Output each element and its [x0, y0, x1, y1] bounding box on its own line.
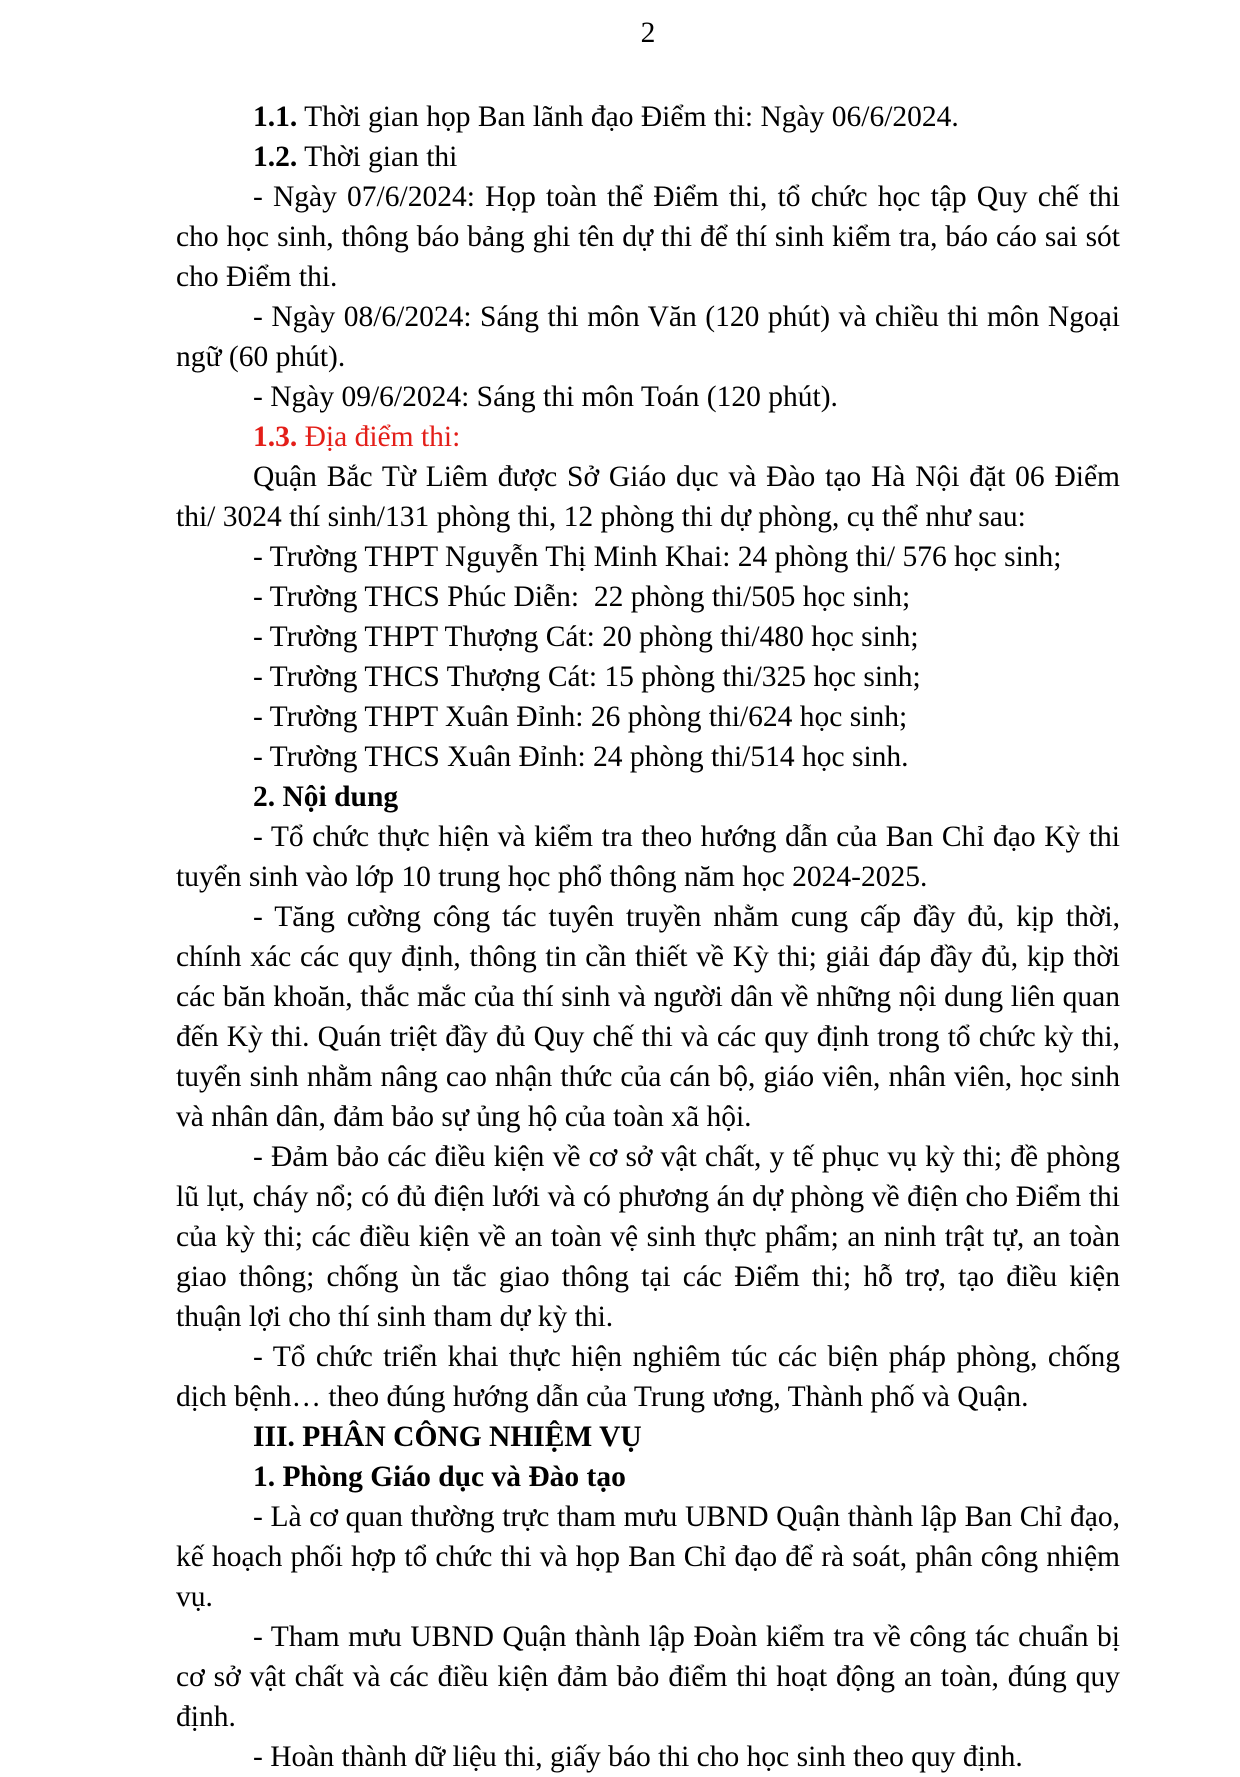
para-site-thpt-xuan-dinh: - Trường THPT Xuân Đỉnh: 26 phòng thi/624 học sinh;	[253, 701, 908, 733]
para-pgd-task-standing-agency: - Là cơ quan thường trực tham mưu UBND Quận thành lập Ban Chỉ đạo, kế hoạch phối hợp tổ chức thi và họp Ban Chỉ đạo để rà soát, phân công nhiệm vụ.	[176, 1501, 1120, 1613]
section-1-2-text: Thời gian thi	[297, 141, 458, 173]
section-1-2-number: 1.2.	[253, 141, 298, 173]
para-content-facilities: - Đảm bảo các điều kiện về cơ sở vật chất, y tế phục vụ kỳ thi; đề phòng lũ lụt, cháy nổ; có đủ điện lưới và có phương án dự phòng về điện cho Điểm thi của kỳ thi; các điều kiện về an toàn vệ sinh thực phẩm; an ninh trật tự, an toàn giao thông; chống ùn tắc giao thông tại các Điểm thi; hỗ trợ, tạo điều kiện thuận lợi cho thí sinh tham dự kỳ thi.	[176, 1141, 1120, 1333]
para-exam-day-09-06: - Ngày 09/6/2024: Sáng thi môn Toán (120 phút).	[253, 381, 838, 413]
para-content-implementation: - Tổ chức thực hiện và kiểm tra theo hướng dẫn của Ban Chỉ đạo Kỳ thi tuyển sinh vào lớp 10 trung học phổ thông năm học 2024-2025.	[176, 821, 1120, 893]
section-1-3-number: 1.3.	[253, 421, 298, 453]
para-exam-day-08-06: - Ngày 08/6/2024: Sáng thi môn Văn (120 phút) và chiều thi môn Ngoại ngữ (60 phút).	[176, 301, 1120, 373]
section-2-heading: 2. Nội dung	[253, 781, 399, 813]
document-body	[176, 97, 1120, 1777]
para-site-thpt-thuong-cat: - Trường THPT Thượng Cát: 20 phòng thi/480 học sinh;	[253, 621, 919, 653]
para-site-thpt-nguyen-thi-minh-khai: - Trường THPT Nguyễn Thị Minh Khai: 24 phòng thi/ 576 học sinh;	[253, 541, 1062, 573]
para-site-thcs-xuan-dinh: - Trường THCS Xuân Đỉnh: 24 phòng thi/514 học sinh.	[253, 741, 909, 773]
document-page	[0, 13, 1240, 1773]
section-1-1-text: Thời gian họp Ban lãnh đạo Điểm thi: Ngày 06/6/2024.	[297, 101, 959, 133]
section-iii-1-heading: 1. Phòng Giáo dục và Đào tạo	[253, 1461, 626, 1493]
para-site-thcs-thuong-cat: - Trường THCS Thượng Cát: 15 phòng thi/325 học sinh;	[253, 661, 921, 693]
para-pgd-task-inspection-team: - Tham mưu UBND Quận thành lập Đoàn kiểm tra về công tác chuẩn bị cơ sở vật chất và các điều kiện đảm bảo điểm thi hoạt động an toàn, đúng quy định.	[176, 1621, 1120, 1733]
para-exam-day-07-06: - Ngày 07/6/2024: Họp toàn thể Điểm thi, tổ chức học tập Quy chế thi cho học sinh, thông báo bảng ghi tên dự thi để thí sinh kiểm tra, báo cáo sai sót cho Điểm thi.	[176, 181, 1120, 293]
section-1-3-text: Địa điểm thi:	[297, 421, 461, 453]
section-1-1-number: 1.1.	[253, 101, 298, 133]
section-iii-heading: III. PHÂN CÔNG NHIỆM VỤ	[253, 1421, 642, 1453]
para-pgd-task-exam-data: - Hoàn thành dữ liệu thi, giấy báo thi cho học sinh theo quy định.	[253, 1741, 1023, 1773]
para-content-propaganda: - Tăng cường công tác tuyên truyền nhằm cung cấp đầy đủ, kịp thời, chính xác các quy định, thông tin cần thiết về Kỳ thi; giải đáp đầy đủ, kịp thời các băn khoăn, thắc mắc của thí sinh và người dân về những nội dung liên quan đến Kỳ thi. Quán triệt đầy đủ Quy chế thi và các quy định trong tổ chức kỳ thi, tuyển sinh nhằm nâng cao nhận thức của cán bộ, giáo viên, nhân viên, học sinh và nhân dân, đảm bảo sự ủng hộ của toàn xã hội.	[176, 901, 1120, 1133]
section-1-2-heading	[176, 137, 1120, 177]
section-1-1-heading	[176, 97, 1120, 137]
para-site-thcs-phuc-dien: - Trường THCS Phúc Diễn: 22 phòng thi/505 học sinh;	[253, 581, 911, 613]
page-number: 2	[640, 17, 656, 49]
section-1-3-heading	[176, 417, 1120, 457]
para-exam-sites-intro: Quận Bắc Từ Liêm được Sở Giáo dục và Đào tạo Hà Nội đặt 06 Điểm thi/ 3024 thí sinh/131 phòng thi, 12 phòng thi dự phòng, cụ thể như sau:	[176, 461, 1120, 533]
para-content-epidemic-prevention: - Tổ chức triển khai thực hiện nghiêm túc các biện pháp phòng, chống dịch bệnh… theo đúng hướng dẫn của Trung ương, Thành phố và Quận.	[176, 1341, 1120, 1413]
